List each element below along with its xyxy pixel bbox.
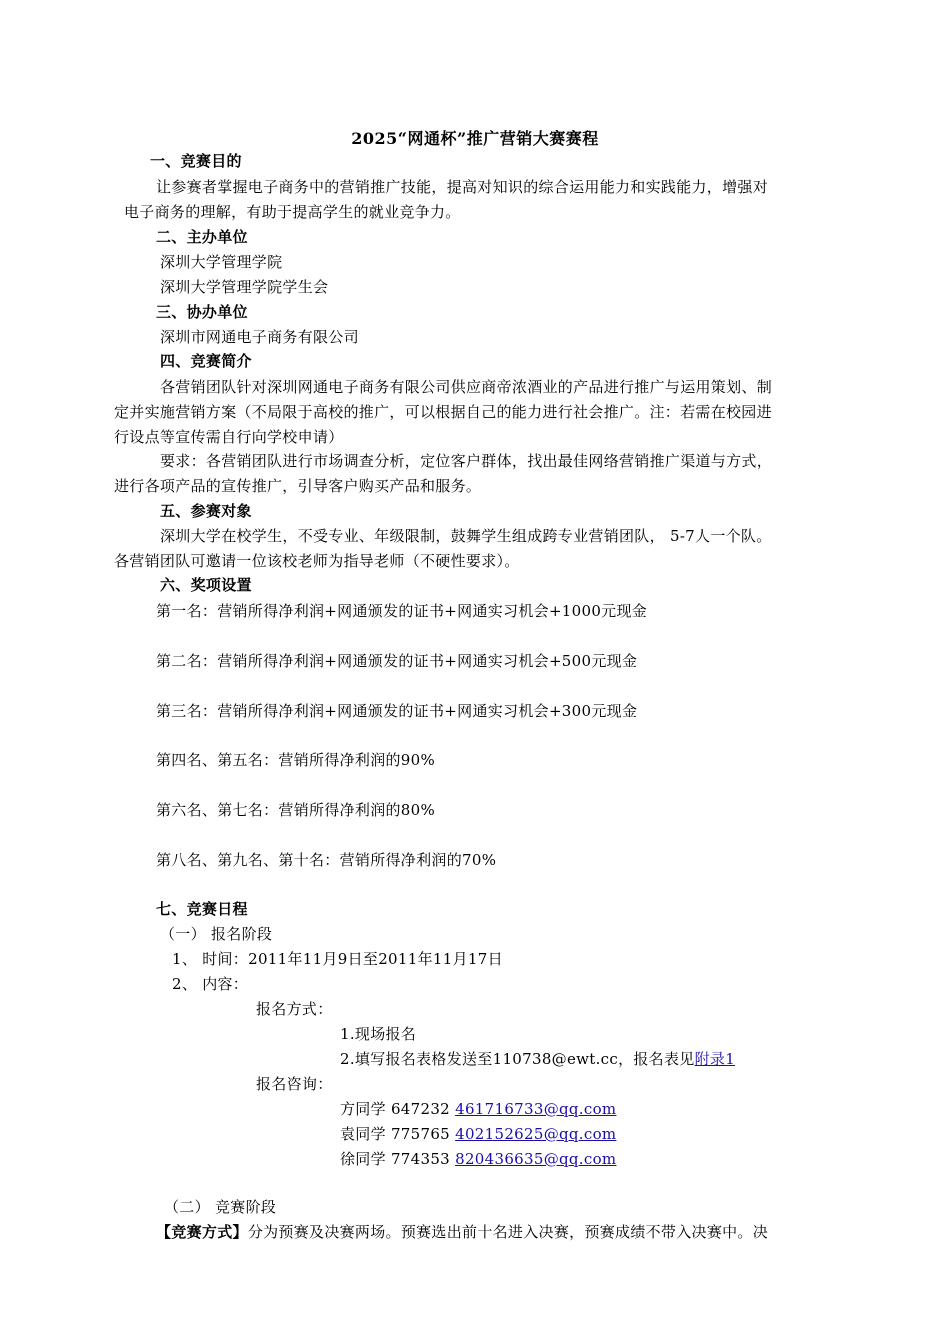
section-heading-introduction: 四、竞赛简介 [160, 352, 252, 370]
competition-mode [156, 1221, 768, 1243]
purpose-paragraph-line-2: 电子商务的理解，有助于提高学生的就业竞争力。 [124, 203, 461, 221]
competition-mode-text: 分为预赛及决赛两场。预赛选出前十名进入决赛，预赛成绩不带入决赛中。决 [247, 1223, 769, 1241]
registration-method-email [340, 1048, 735, 1070]
contact-row [340, 1098, 616, 1120]
section-heading-schedule: 七、竞赛日程 [156, 900, 248, 918]
introduction-line-1: 各营销团队针对深圳网通电子商务有限公司供应商帝浓酒业的产品进行推广与运用策划、制 [160, 378, 773, 396]
award-item: 第八名、第九名、第十名：营销所得净利润的70% [156, 851, 497, 869]
contact-row [340, 1148, 616, 1170]
registration-time: 1、 时间：2011年11月9日至2011年11月17日 [172, 950, 503, 968]
introduction-line-2: 定并实施营销方案（不局限于高校的推广，可以根据自己的能力进行社会推广。注：若需在校园进 [114, 403, 772, 421]
award-item: 第一名：营销所得净利润+网通颁发的证书+网通实习机会+1000元现金 [156, 602, 648, 620]
contact-email-link[interactable]: 402152625@qq.com [455, 1125, 617, 1143]
contact-name-phone: 徐同学 774353 [340, 1150, 456, 1168]
co-organizer-item: 深圳市网通电子商务有限公司 [160, 328, 359, 346]
stage-registration: （一） 报名阶段 [160, 925, 273, 943]
registration-method-label: 报名方式： [256, 1000, 333, 1018]
award-item: 第三名：营销所得净利润+网通颁发的证书+网通实习机会+300元现金 [156, 702, 638, 720]
award-item: 第二名：营销所得净利润+网通颁发的证书+网通实习机会+500元现金 [156, 652, 638, 670]
purpose-paragraph-line-1: 让参赛者掌握电子商务中的营销推广技能，提高对知识的综合运用能力和实践能力，增强对 [156, 178, 769, 196]
contact-email-link[interactable]: 461716733@qq.com [455, 1100, 617, 1118]
competition-mode-label: 【竞赛方式】 [156, 1223, 248, 1241]
registration-content-label: 2、 内容： [172, 975, 249, 993]
participants-line-1: 深圳大学在校学生，不受专业、年级限制，鼓舞学生组成跨专业营销团队， 5-7人一个队。 [160, 527, 772, 545]
document-title: 2025“网通杯”推广营销大赛赛程 [351, 129, 599, 148]
participants-line-2: 各营销团队可邀请一位该校老师为指导老师（不硬性要求）。 [114, 552, 520, 570]
organizer-item: 深圳大学管理学院学生会 [160, 278, 329, 296]
introduction-line-3: 行设点等宣传需自行向学校申请） [114, 428, 344, 446]
registration-consult-label: 报名咨询： [256, 1075, 333, 1093]
section-heading-co-organizer: 三、协办单位 [156, 303, 248, 321]
section-heading-organizer: 二、主办单位 [156, 228, 248, 246]
requirement-line-2: 进行各项产品的宣传推广，引导客户购买产品和服务。 [114, 477, 482, 495]
registration-email-text: 2.填写报名表格发送至110738@ewt.cc，报名表见 [340, 1050, 695, 1068]
contact-row [340, 1123, 616, 1145]
award-item: 第六名、第七名：营销所得净利润的80% [156, 801, 436, 819]
contact-email-link[interactable]: 820436635@qq.com [455, 1150, 617, 1168]
organizer-item: 深圳大学管理学院 [160, 253, 283, 271]
contact-name-phone: 方同学 647232 [340, 1100, 456, 1118]
registration-method-onsite: 1.现场报名 [340, 1025, 417, 1043]
award-item: 第四名、第五名：营销所得净利润的90% [156, 751, 436, 769]
section-heading-awards: 六、奖项设置 [160, 576, 252, 594]
contact-name-phone: 袁同学 775765 [340, 1125, 456, 1143]
section-heading-purpose: 一、竞赛目的 [150, 152, 242, 170]
appendix-link[interactable]: 附录1 [694, 1050, 736, 1068]
requirement-line-1: 要求：各营销团队进行市场调查分析，定位客户群体，找出最佳网络营销推广渠道与方式， [160, 452, 773, 470]
section-heading-participants: 五、参赛对象 [160, 502, 252, 520]
stage-competition: （二） 竞赛阶段 [164, 1198, 277, 1216]
